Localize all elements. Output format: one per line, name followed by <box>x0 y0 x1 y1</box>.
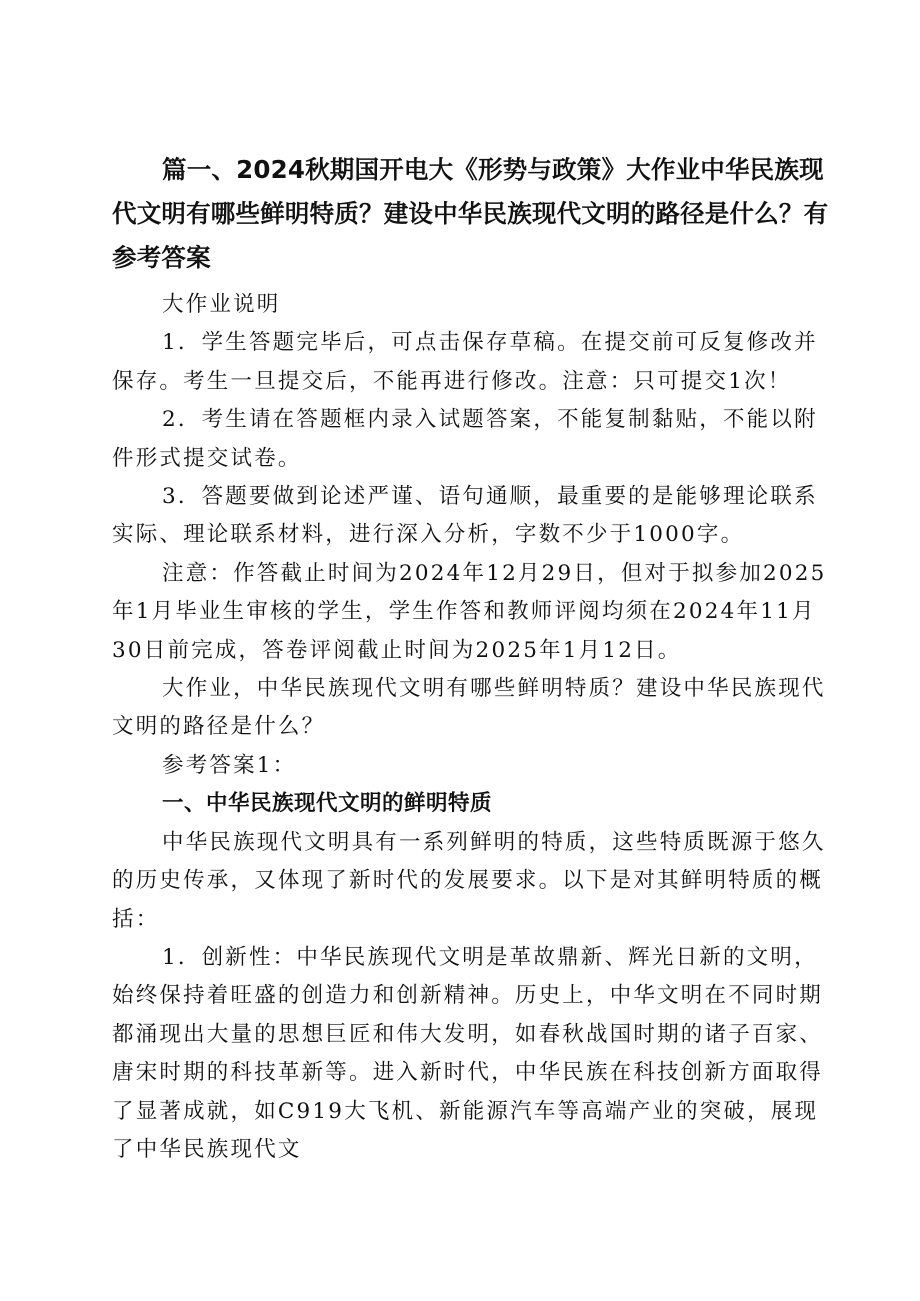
instruction-paragraph: 1．学生答题完毕后，可点击保存草稿。在提交前可反复修改并保存。考生一旦提交后，不能再进行修改。注意：只可提交1次！ <box>112 330 818 394</box>
question-paragraph: 大作业，中华民族现代文明有哪些鲜明特质？建设中华民族现代文明的路径是什么？ <box>112 676 826 740</box>
document-title: 篇一、2024秋期国开电大《形势与政策》大作业中华民族现代文明有哪些鲜明特质？建设中华民族现代文明的路径是什么？有参考答案 <box>112 155 829 272</box>
section-label: 大作业说明 <box>162 292 281 317</box>
document-body <box>112 286 827 1169</box>
instruction-paragraph: 3．答题要做到论述严谨、语句通顺，最重要的是能够理论联系实际、理论联系材料，进行深入分析，字数不少于1000字。 <box>112 484 818 548</box>
section-heading: 一、中华民族现代文明的鲜明特质 <box>162 791 493 817</box>
body-paragraph: 1．创新性：中华民族现代文明是革故鼎新、辉光日新的文明，始终保持着旺盛的创造力和创新精神。历史上，中华文明在不同时期都涌现出大量的思想巨匠和伟大发明，如春秋战国时期的诸子百家、唐宋时期的科技革新等。进入新时代，中华民族在科技创新方面取得了显著成就，如C919大飞机、新能源汽车等高端产业的突破，展现了中华民族现代文 <box>112 944 824 1162</box>
deadline-note: 注意：作答截止时间为2024年12月29日，但对于拟参加2025年1月毕业生审核的学生，学生作答和教师评阅均须在2024年11月30日前完成，答卷评阅截止时间为2025年1月12日。 <box>112 560 827 663</box>
instruction-paragraph: 2．考生请在答题框内录入试题答案，不能复制黏贴，不能以附件形式提交试卷。 <box>112 407 818 471</box>
body-paragraph: 中华民族现代文明具有一系列鲜明的特质，这些特质既源于悠久的历史传承，又体现了新时代的发展要求。以下是对其鲜明特质的概括： <box>112 829 826 932</box>
answer-label: 参考答案1： <box>162 752 297 778</box>
